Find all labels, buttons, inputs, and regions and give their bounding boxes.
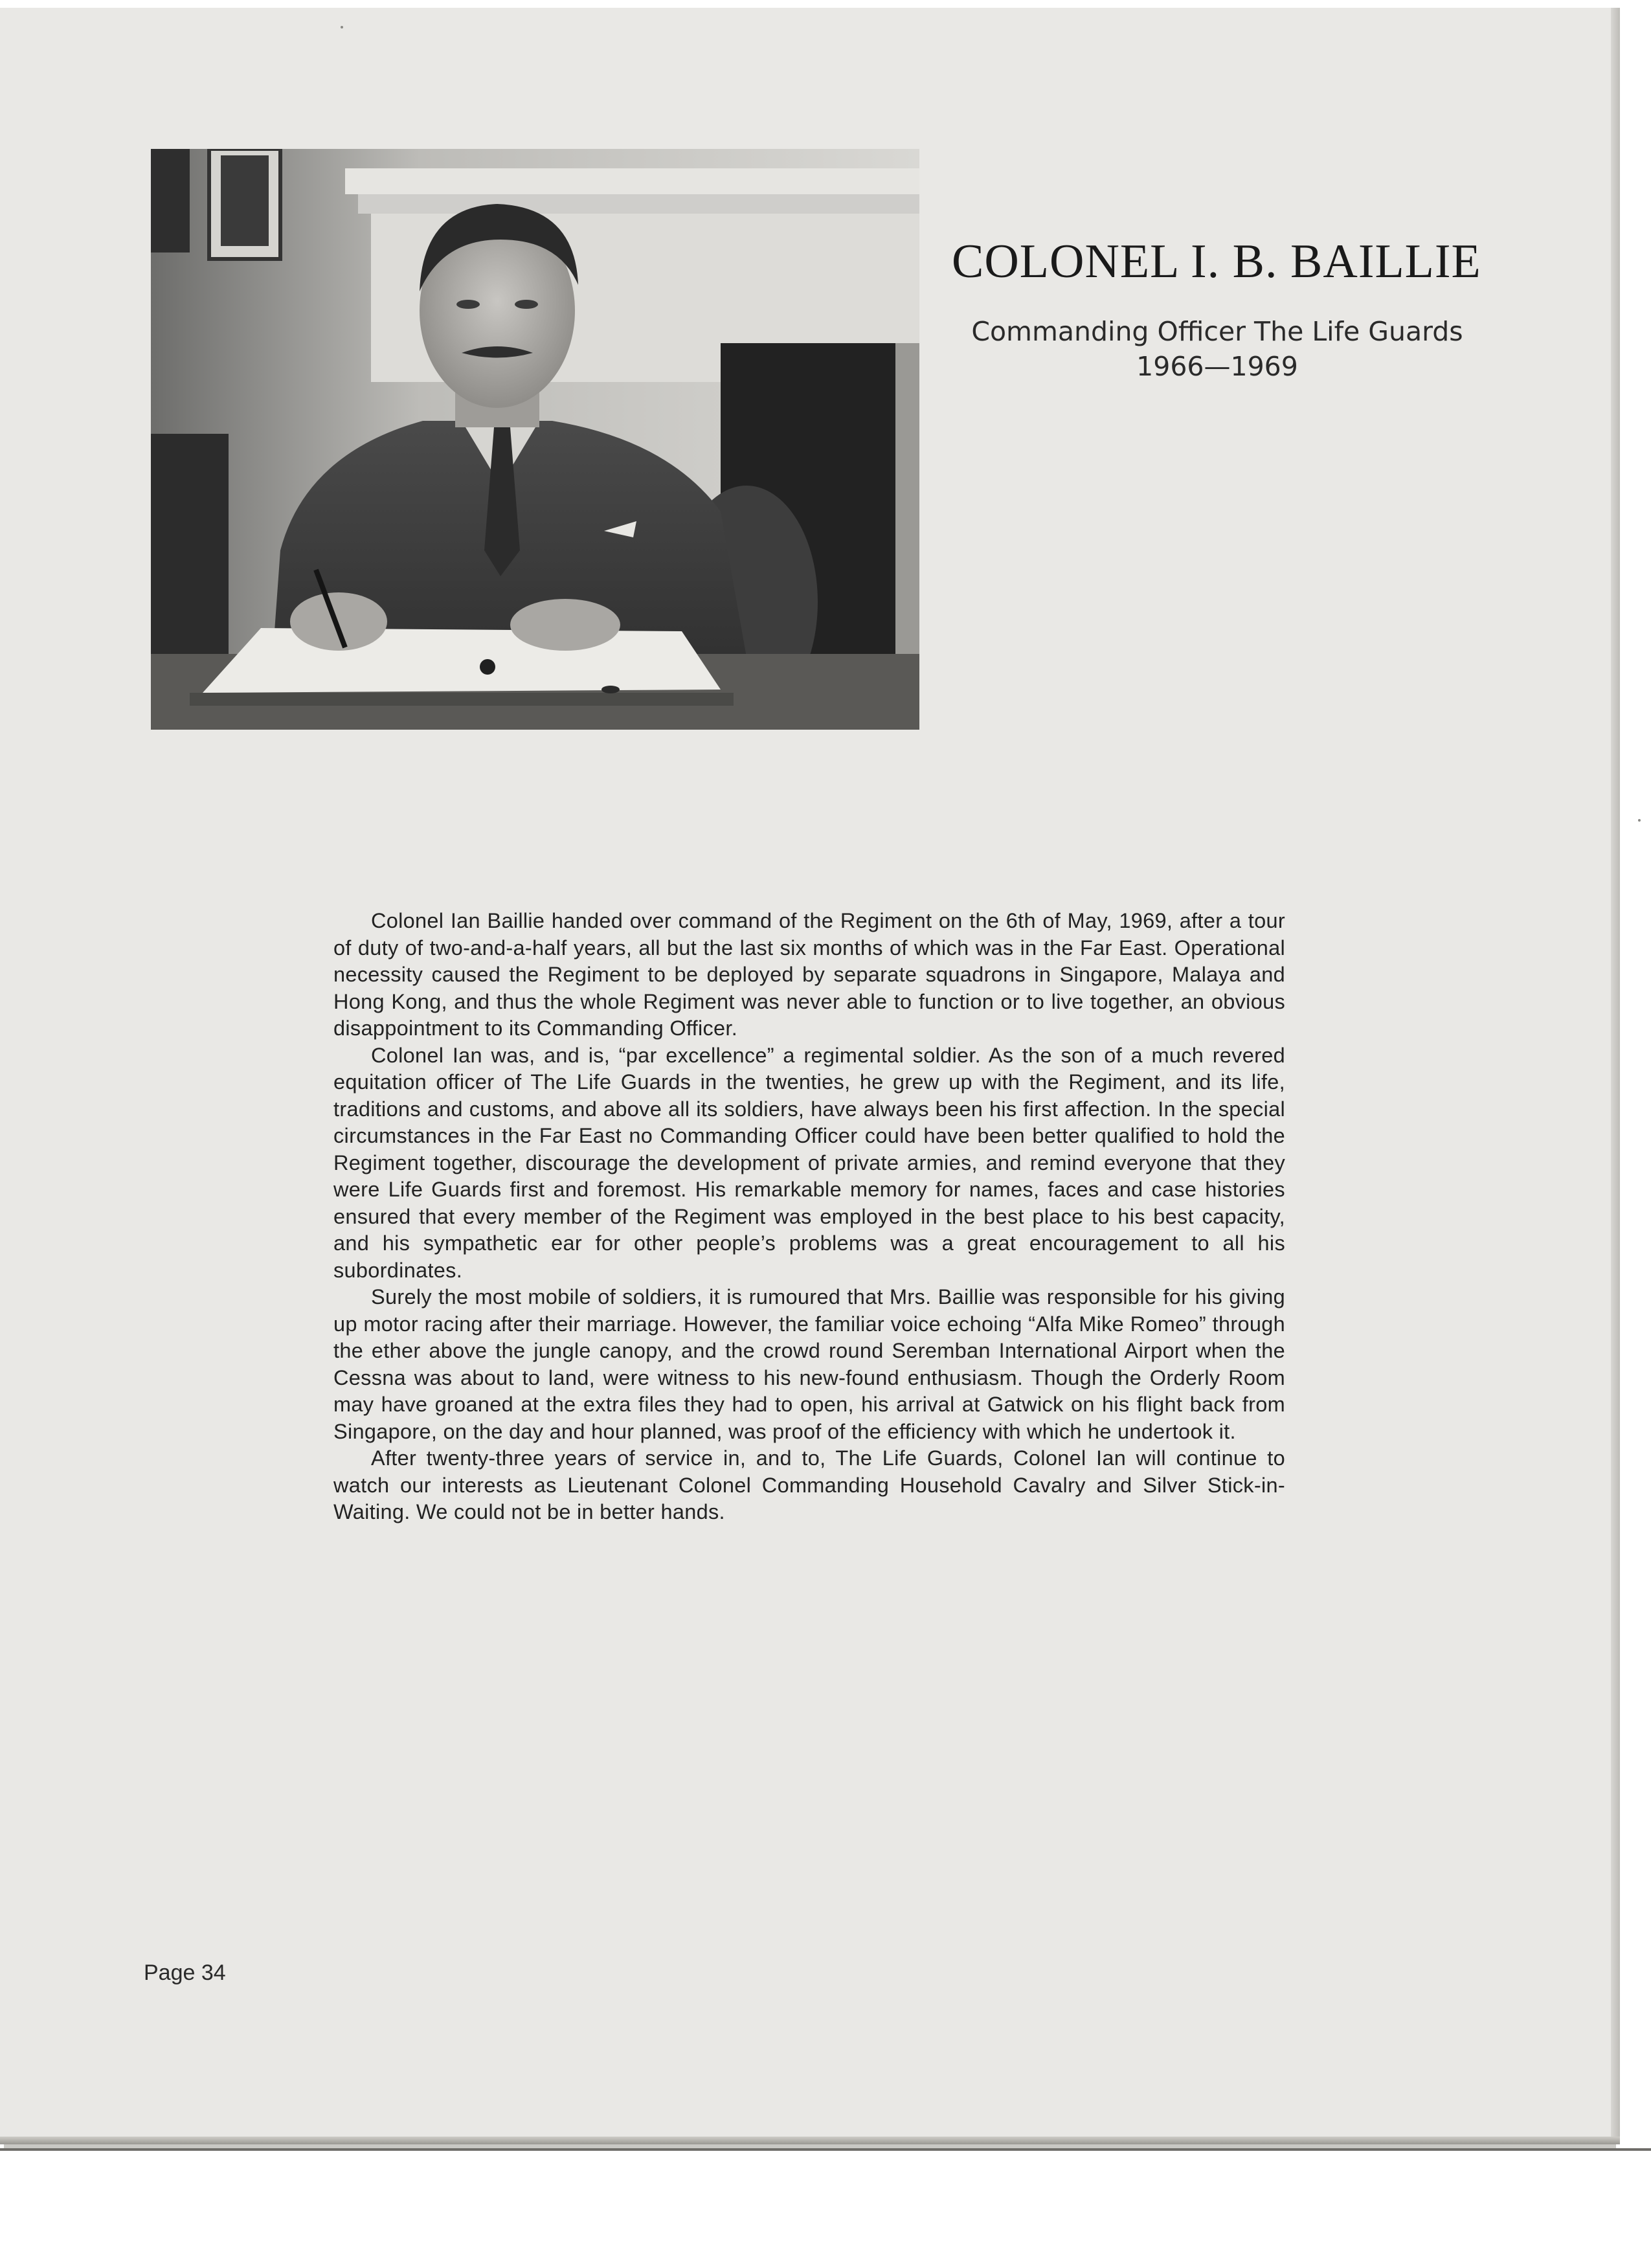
scan-edge-line	[0, 2148, 1651, 2151]
page-number: Page 34	[144, 1960, 226, 1985]
page-edge-bottom	[0, 2137, 1620, 2144]
paragraph: Colonel Ian Baillie handed over command of the Regiment on the 6th of May, 1969, after a tour of duty of two-and-a-half years, all but the last six months of which was in the Far East. Operational necessity caused the Regiment to be deployed by separate squadrons in Singapore, Malaya and Hong Kong, and thus the whole Regiment was never able to function or to live together, an obvious disappointment to its Commanding Officer.	[333, 909, 1285, 1040]
dust-speck	[341, 26, 343, 28]
portrait-photo-illustration	[151, 149, 919, 730]
subtitle-years: 1966—1969	[1136, 351, 1298, 382]
page-title: COLONEL I. B. BAILLIE	[952, 235, 1481, 288]
subtitle-role: Commanding Officer The Life Guards	[971, 316, 1463, 347]
paragraph: Surely the most mobile of soldiers, it is rumoured that Mrs. Baillie was responsible for his giving up motor racing after their marriage. However, the familiar voice echoing “Alfa Mike Romeo” through the ether above the jungle canopy, and the crowd round Seremban International Airport when the Cessna was about to land, were witness to his new-found enthusiasm. Though the Orderly Room may have groaned at the extra files they had to open, his arrival at Gatwick on his flight back from Singapore, on the day and hour planned, was proof of the efficiency with which he undertook it.	[333, 1285, 1285, 1443]
paragraph: After twenty-three years of service in, and to, The Life Guards, Colonel Ian will continue to watch our interests as Lieutenant Colonel Commanding Household Cavalry and Silver Stick-in-Waiting. We could not be in better hands.	[333, 1446, 1285, 1523]
page-edge-right	[1611, 8, 1620, 2144]
article-body	[333, 908, 1285, 1526]
dust-speck	[1638, 819, 1641, 822]
portrait-photo	[151, 149, 919, 730]
paragraph: Colonel Ian was, and is, “par excellence” a regimental soldier. As the son of a much revered equitation officer of The Life Guards in the twenties, he grew up with the Regiment, and its life, traditions and customs, and above all its soldiers, have always been his first affection. In the special circumstances in the Far East no Commanding Officer could have been better qualified to hold the Regiment together, discourage the development of private armies, and remind everyone that they were Life Guards first and foremost. His remarkable memory for names, faces and case histories ensured that every member of the Regiment was employed in the best place to his best capacity, and his sympathetic ear for other people’s problems was a great encouragement to all his subordinates.	[333, 1043, 1285, 1282]
subtitle	[926, 314, 1509, 384]
